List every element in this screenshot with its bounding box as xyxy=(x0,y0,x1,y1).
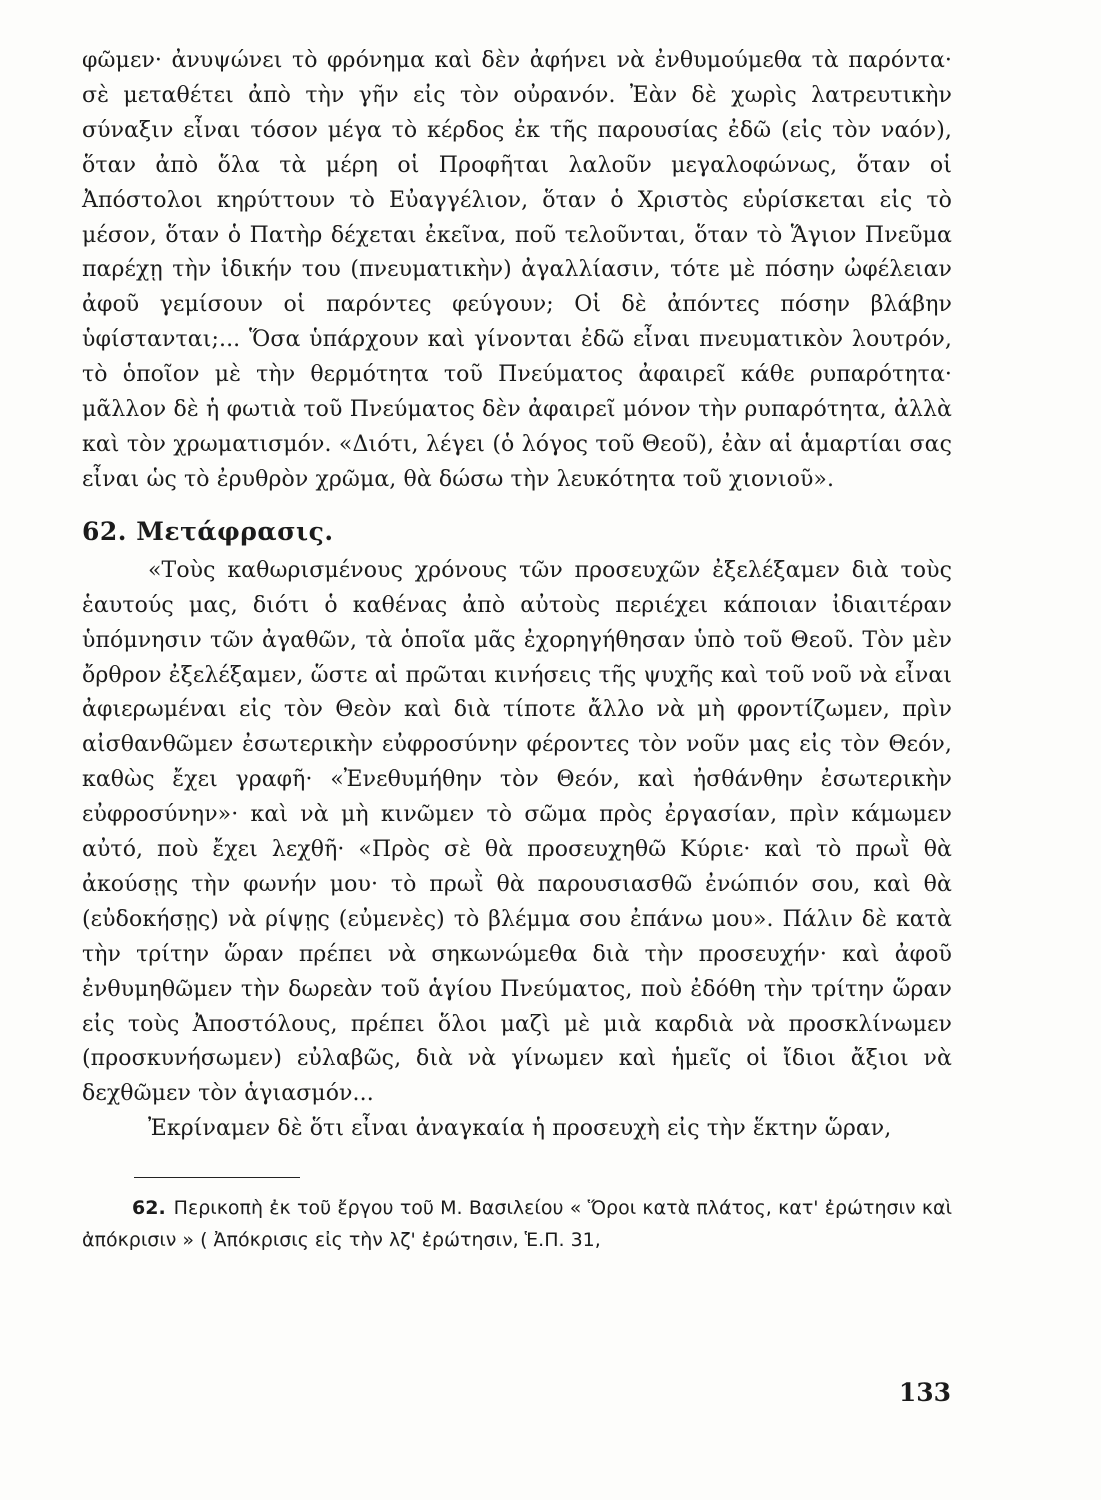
body-paragraph-2: «Τοὺς καθωρισμένους χρόνους τῶν προσευχῶν ἐξελέξαμεν διὰ τοὺς ἑαυτούς μας, διότι ὁ καθένας ἀπὸ αὐτοὺς περιέχει κάποιαν ἰδιαιτέραν ὑπόμνησιν τῶν ἀγαθῶν, τὰ ὁποῖα μᾶς ἐχορηγήθησαν ὑπὸ τοῦ Θεοῦ. Τὸν μὲν ὄρθρον ἐξελέξαμεν, ὥστε αἱ πρῶται κινήσεις τῆς ψυχῆς καὶ τοῦ νοῦ νὰ εἶναι ἀφιερωμέναι εἰς τὸν Θεὸν καὶ διὰ τίποτε ἄλλο νὰ μὴ φροντίζωμεν, πρὶν αἰσθανθῶμεν ἐσωτερικὴν εὐφροσύνην φέροντες τὸν νοῦν μας εἰς τὸν Θεόν, καθὼς ἔχει γραφῆ· «Ἐνεθυμήθην τὸν Θεόν, καὶ ἠσθάνθην ἐσωτερικὴν εὐφροσύνην»· καὶ νὰ μὴ κινῶμεν τὸ σῶμα πρὸς ἐργασίαν, πρὶν κάμωμεν αὐτό, ποὺ ἔχει λεχθῆ· «Πρὸς σὲ θὰ προσευχηθῶ Κύριε· καὶ τὸ πρωῒ θὰ ἀκούσῃς τὴν φωνήν μου· τὸ πρωῒ θὰ παρουσιασθῶ ἐνώπιόν σου, καὶ θὰ (εὐδοκήσῃς) νὰ ρίψῃς (εὐμενὲς) τὸ βλέμμα σου ἐπάνω μου». Πάλιν δὲ κατὰ τὴν τρίτην ὥραν πρέπει νὰ σηκωνώμεθα διὰ τὴν προσευχήν· καὶ ἀφοῦ ἐνθυμηθῶμεν τὴν δωρεὰν τοῦ ἁγίου Πνεύματος, ποὺ ἐδόθη τὴν τρίτην ὥραν εἰς τοὺς Ἀποστόλους, πρέπει ὅλοι μαζὶ μὲ μιὰ καρδιὰ νὰ προσκλίνωμεν (προσκυνήσωμεν) εὐλαβῶς, διὰ νὰ γίνωμεν καὶ ἡμεῖς οἱ ἴδιοι ἄξιοι νὰ δεχθῶμεν τὸν ἁγιασμόν... xyxy=(82,557,952,1107)
footnote-text: Περικοπὴ ἐκ τοῦ ἔργου τοῦ Μ. Βασιλείου « Ὅροι κατὰ πλάτος, κατ' ἐρώτησιν καὶ ἀπόκρισιν » ( Ἀπόκρισις εἰς τὴν λζ' ἐρώτησιν, Ἑ.Π. 31, xyxy=(82,1197,952,1252)
footnote xyxy=(82,1192,952,1256)
body-paragraph-3: Ἐκρίναμεν δὲ ὅτι εἶναι ἀναγκαία ἡ προσευχὴ εἰς τὴν ἕκτην ὥραν, xyxy=(148,1116,892,1142)
page-body xyxy=(82,44,952,1256)
page-number: 133 xyxy=(898,1378,951,1407)
section-heading: 62. Μετάφρασις. xyxy=(82,516,334,546)
footnote-divider xyxy=(134,1177,300,1178)
body-paragraph-1: φῶμεν· ἀνυψώνει τὸ φρόνημα καὶ δὲν ἀφήνει νὰ ἐνθυμούμεθα τὰ παρόντα· σὲ μεταθέτει ἀπὸ τὴν γῆν εἰς τὸν οὐρανόν. Ἐὰν δὲ χωρὶς λατρευτικὴν σύναξιν εἶναι τόσον μέγα τὸ κέρδος ἐκ τῆς παρουσίας ἐδῶ (εἰς τὸν ναόν), ὅταν ἀπὸ ὅλα τὰ μέρη οἱ Προφῆται λαλοῦν μεγαλοφώνως, ὅταν οἱ Ἀπόστολοι κηρύττουν τὸ Εὐαγγέλιον, ὅταν ὁ Χριστὸς εὑρίσκεται εἰς τὸ μέσον, ὅταν ὁ Πατὴρ δέχεται ἐκεῖνα, ποῦ τελοῦνται, ὅταν τὸ Ἅγιον Πνεῦμα παρέχῃ τὴν ἰδικήν του (πνευματικὴν) ἀγαλλίασιν, τότε μὲ πόσην ὠφέλειαν ἀφοῦ γεμίσουν οἱ παρόντες φεύγουν; Οἱ δὲ ἀπόντες πόσην βλάβην ὑφίστανται;... Ὅσα ὑπάρχουν καὶ γίνονται ἐδῶ εἶναι πνευματικὸν λουτρόν, τὸ ὁποῖον μὲ τὴν θερμότητα τοῦ Πνεύματος ἀφαιρεῖ κάθε ρυπαρότητα· μᾶλλον δὲ ἡ φωτιὰ τοῦ Πνεύματος δὲν ἀφαιρεῖ μόνον τὴν ρυπαρότητα, ἀλλὰ καὶ τὸν χρωματισμόν. «Διότι, λέγει (ὁ λόγος τοῦ Θεοῦ), ἐὰν αἱ ἁμαρτίαι σας εἶναι ὡς τὸ ἐρυθρὸν χρῶμα, θὰ δώσω τὴν λευκότητα τοῦ χιονιοῦ». xyxy=(82,48,952,492)
footnote-number: 62. xyxy=(132,1197,166,1220)
